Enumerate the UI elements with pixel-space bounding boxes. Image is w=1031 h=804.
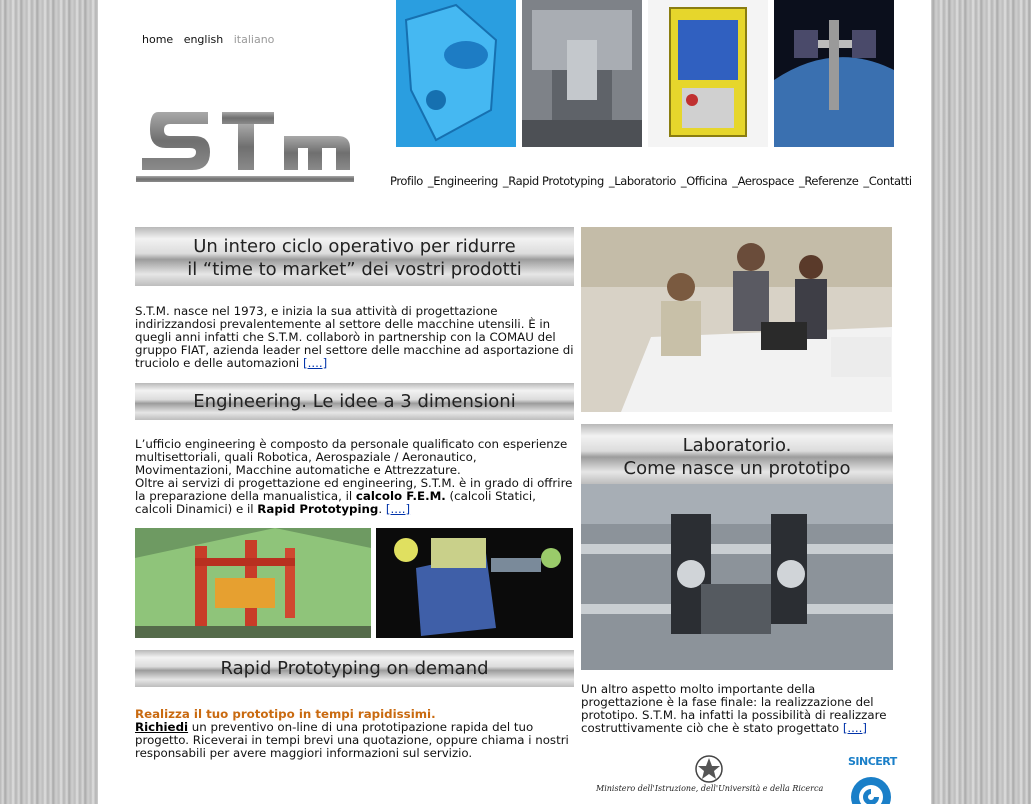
- intro-banner: [135, 227, 574, 286]
- rapid-body: Richiedi un preventivo on-line di una prototipazione rapida del tuo progetto. Riceverai in tempi brevi una quotazione, oppure chiama i nostri responsabili per avere maggiori informazioni sul servizio.: [135, 720, 569, 760]
- lab-prototype-photo: [581, 484, 893, 670]
- lab-banner: [581, 424, 893, 484]
- lab-text: [581, 683, 893, 735]
- engineering-body2: Oltre ai servizi di progettazione ed engineering, S.T.M. è in grado di offrire la preparazione della manualistica, il calcolo F.E.M. (calcoli Statici, calcoli Dinamici) e il Rapid Prototyping. [....]: [135, 476, 573, 516]
- english-link[interactable]: english: [183, 33, 224, 46]
- header-photo-cabinet: [648, 0, 768, 147]
- engineering-image-structure: [135, 528, 371, 638]
- engineering-body1: L’ufficio engineering è composto da personale qualificato con esperienze multisettoriali, quali Robotica, Aerospaziale / Aeronautico, Movimentazioni, Macchine automatiche e Attrezzature.: [135, 437, 568, 477]
- lab-title-line2: Come nasce un prototipo: [623, 458, 851, 479]
- nav-laboratorio[interactable]: _Laboratorio: [608, 174, 676, 188]
- rapid-prototyping-banner: Rapid Prototyping on demand: [135, 650, 574, 687]
- sincert-logo: SINCERT: [848, 755, 897, 768]
- emblem-icon: [694, 754, 724, 784]
- lab-more-link[interactable]: [....]: [842, 721, 868, 735]
- header-photo-machine: [522, 0, 642, 147]
- nav-rapid-prototyping[interactable]: _Rapid Prototyping: [502, 174, 604, 188]
- sincert-mark-icon: [848, 776, 894, 804]
- nav-officina[interactable]: _Officina: [680, 174, 728, 188]
- intro-title-line2: il “time to market” dei vostri prodotti: [187, 259, 522, 280]
- fem-bold: calcolo F.E.M.: [355, 489, 446, 503]
- stm-logo[interactable]: [136, 108, 354, 188]
- italiano-link[interactable]: italiano: [233, 33, 275, 46]
- nav-aerospace[interactable]: _Aerospace: [732, 174, 794, 188]
- rapid-prototyping-text: [135, 708, 574, 760]
- lab-title-line1: Laboratorio.: [682, 435, 792, 456]
- header-photo-space-station: [774, 0, 894, 147]
- nav-profilo[interactable]: Profilo: [390, 174, 423, 188]
- ministry-logo: [596, 754, 824, 800]
- nav-referenze[interactable]: _Referenze: [799, 174, 859, 188]
- header-photo-blue-part: [396, 0, 516, 147]
- nav-engineering[interactable]: _Engineering: [427, 174, 498, 188]
- rapid-bold: Rapid Prototyping: [257, 502, 379, 516]
- intro-more-link[interactable]: [....]: [302, 356, 328, 370]
- intro-text: [135, 305, 574, 370]
- language-bar: [142, 33, 281, 46]
- engineering-text: [135, 438, 574, 516]
- intro-body: S.T.M. nasce nel 1973, e inizia la sua attività di progettazione indirizzandosi prevalentemente al settore delle macchine utensili. È in quegli anni infatti che S.T.M. collaborò in partnership con la COMAU del gruppo FIAT, azienda leader nel settore delle macchine ad asportazione di truciolo e delle automazioni: [135, 304, 574, 370]
- rapid-highlight: Realizza il tuo prototipo in tempi rapidissimi.: [135, 707, 436, 721]
- lab-body: Un altro aspetto molto importante della progettazione è la fase finale: la realizzazione del prototipo. S.T.M. ha infatti la possibilità di realizzare costruttivamente ciò che è stato progettato: [581, 682, 887, 735]
- ministry-text: Ministero dell'Istruzione, dell'Università e della Ricerca: [596, 784, 824, 793]
- intro-title-line1: Un intero ciclo operativo per ridurre: [193, 236, 516, 257]
- richiedi-link[interactable]: Richiedi: [135, 720, 189, 734]
- home-link[interactable]: home: [142, 33, 174, 46]
- nav-contatti[interactable]: _Contatti: [863, 174, 912, 188]
- page: [98, 0, 931, 804]
- office-team-photo: [581, 227, 892, 412]
- engineering-more-link[interactable]: [....]: [385, 502, 411, 516]
- engineering-image-machine: [376, 528, 573, 638]
- main-nav: [390, 174, 912, 188]
- engineering-banner: Engineering. Le idee a 3 dimensioni: [135, 383, 574, 420]
